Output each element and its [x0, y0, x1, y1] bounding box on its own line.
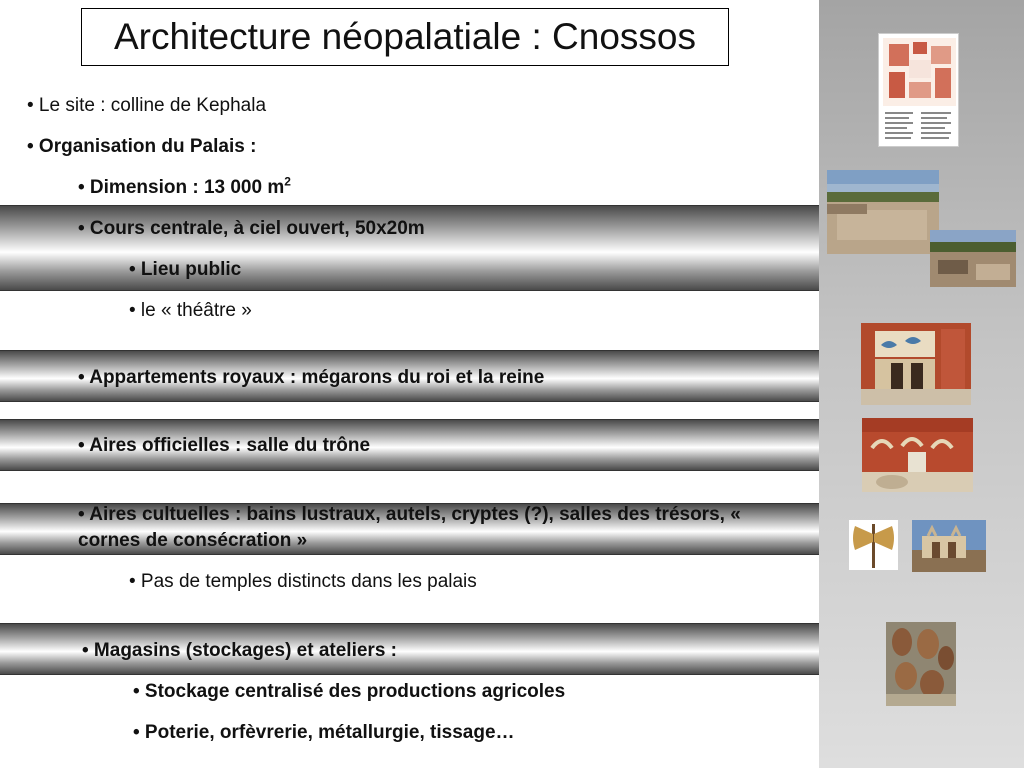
bullet-poterie: • Poterie, orfèvrerie, métallurgie, tissage… [133, 722, 515, 743]
bullet-stockage: • Stockage centralisé des productions agricoles [133, 681, 566, 702]
queen-megaron-dolphin-fresco-icon [861, 323, 971, 405]
central-court-photo-icon [827, 170, 939, 254]
horns-of-consecration-icon [912, 520, 986, 572]
dimension-text: • Dimension : 13 000 m [78, 177, 285, 198]
page-title: Architecture néopalatiale : Cnossos [113, 16, 697, 57]
title-box [81, 8, 729, 66]
bullet-cours: • Cours centrale, à ciel ouvert, 50x20m [78, 218, 425, 239]
dimension-exponent: 2 [284, 174, 291, 189]
bullet-appartements: • Appartements royaux : mégarons du roi et la reine [78, 367, 545, 388]
storage-pithoi-icon [886, 622, 956, 706]
throne-room-icon [862, 418, 973, 492]
bullet-aires-cultuelles: • Aires cultuelles : bains lustraux, autels, cryptes (?), salles des trésors, « cornes de consécration » [78, 504, 741, 551]
bullet-temples: • Pas de temples distincts dans les palais [129, 571, 477, 592]
bullet-dimension [78, 175, 291, 201]
bullet-lieu: • Lieu public [129, 259, 242, 280]
bullet-aires-officielles: • Aires officielles : salle du trône [78, 435, 371, 456]
bullet-site: • Le site : colline de Kephala [27, 95, 267, 116]
double-axe-icon [849, 520, 898, 570]
palace-plan-icon [878, 33, 959, 147]
bullet-magasins: • Magasins (stockages) et ateliers : [82, 640, 397, 661]
bullet-theatre: • le « théâtre » [129, 300, 252, 321]
ruins-photo-icon [930, 230, 1016, 287]
bullet-organisation: • Organisation du Palais : [27, 136, 257, 157]
